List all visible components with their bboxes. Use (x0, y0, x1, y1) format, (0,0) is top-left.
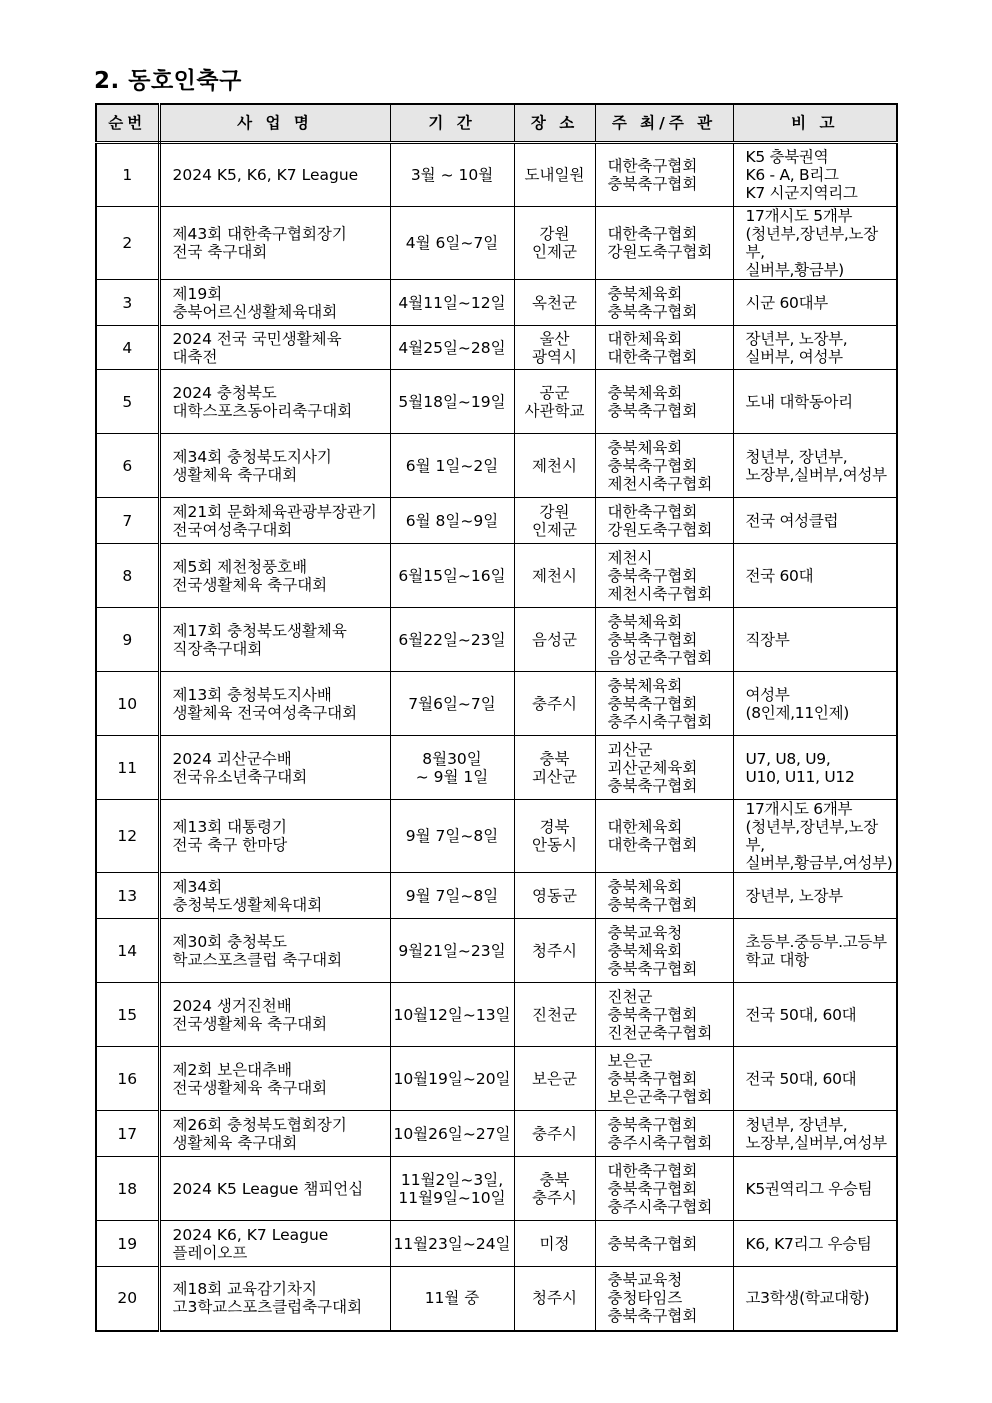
row-number: 15 (117, 1005, 138, 1024)
table-row (96, 672, 897, 736)
table-row (96, 1111, 897, 1157)
event-place-cell (514, 983, 595, 1047)
row-number: 14 (117, 941, 138, 960)
event-place: 영동군 (532, 886, 577, 905)
row-number-cell (96, 1157, 159, 1221)
event-host: 충북체육회 충북축구협회 음성군축구협회 (607, 612, 713, 667)
event-host-cell (595, 370, 733, 434)
event-period-cell (390, 1047, 514, 1111)
event-note-cell (733, 280, 897, 326)
event-note: 장년부, 노장부 (745, 886, 843, 905)
event-host: 충북체육회 충북축구협회 (607, 383, 698, 420)
event-name: 제21회 문화체육관광부장관기 전국여성축구대회 (172, 502, 377, 539)
event-place-cell (514, 280, 595, 326)
row-number-cell (96, 434, 159, 498)
event-note-cell (733, 1221, 897, 1267)
event-period: 10월26일~27일 (393, 1124, 511, 1143)
event-note-cell (733, 873, 897, 919)
event-place: 울산 광역시 (532, 329, 577, 366)
event-period-cell (390, 983, 514, 1047)
event-host: 충북축구협회 (607, 1234, 698, 1253)
header-name: 사 업 명 (159, 104, 390, 143)
row-number-cell (96, 983, 159, 1047)
event-name-cell (159, 207, 390, 280)
event-note: 여성부 (8인제,11인제) (745, 685, 849, 722)
header-place: 장 소 (514, 104, 595, 143)
event-note: 17개시도 6개부 (청년부,장년부,노장부, 실버부,황금부,여성부) (745, 800, 893, 872)
event-period-cell (390, 544, 514, 608)
row-number: 11 (117, 758, 138, 777)
event-name-cell (159, 544, 390, 608)
event-host: 보은군 충북축구협회 보은군축구협회 (607, 1051, 713, 1106)
event-name-cell (159, 800, 390, 873)
event-note: 초등부.중등부.고등부 학교 대항 (745, 932, 887, 969)
event-place-cell (514, 608, 595, 672)
event-host-cell (595, 983, 733, 1047)
event-period-cell (390, 326, 514, 370)
event-note: 전국 여성클럽 (745, 511, 839, 530)
row-number: 2 (122, 234, 133, 252)
row-number: 16 (117, 1069, 138, 1088)
event-period: 9월21일~23일 (398, 941, 506, 960)
event-name: 2024 전국 국민생활체육 대축전 (172, 329, 342, 366)
event-period-cell (390, 1157, 514, 1221)
table-row (96, 207, 897, 280)
event-period-cell (390, 1267, 514, 1331)
row-number-cell (96, 143, 159, 207)
event-name-cell (159, 983, 390, 1047)
event-place-cell (514, 326, 595, 370)
event-place-cell (514, 736, 595, 800)
event-name: 2024 괴산군수배 전국유소년축구대회 (172, 749, 308, 786)
event-host-cell (595, 498, 733, 544)
event-host-cell (595, 326, 733, 370)
event-name-cell (159, 1111, 390, 1157)
table-row (96, 873, 897, 919)
event-period-cell (390, 370, 514, 434)
event-period-cell (390, 672, 514, 736)
event-note: K6, K7리그 우승팀 (745, 1234, 872, 1253)
event-place-cell (514, 1221, 595, 1267)
event-name: 2024 충청북도 대학스포츠동아리축구대회 (172, 383, 353, 420)
table-row (96, 983, 897, 1047)
table-row (96, 498, 897, 544)
event-period: 5월18일~19일 (398, 392, 506, 411)
event-note: 전국 50대, 60대 (745, 1005, 857, 1024)
event-place: 강원 인제군 (532, 502, 577, 539)
row-number-cell (96, 672, 159, 736)
event-place-cell (514, 1157, 595, 1221)
event-name-cell (159, 1157, 390, 1221)
event-name-cell (159, 736, 390, 800)
event-host: 충북체육회 충북축구협회 (607, 284, 698, 321)
event-host-cell (595, 434, 733, 498)
event-place: 제천시 (532, 566, 577, 585)
event-host: 충북체육회 충북축구협회 (607, 877, 698, 914)
event-host-cell (595, 736, 733, 800)
event-place: 강원 인제군 (532, 225, 577, 261)
event-place-cell (514, 919, 595, 983)
event-place: 충주시 (532, 694, 577, 713)
table-row (96, 919, 897, 983)
event-name: 제19회 충북어르신생활체육대회 (172, 284, 338, 321)
event-note: U7, U8, U9, U10, U11, U12 (745, 749, 855, 786)
row-number: 6 (122, 456, 133, 475)
event-note: 전국 50대, 60대 (745, 1069, 857, 1088)
section-title: 2. 동호인축구 (94, 68, 242, 94)
table-row (96, 143, 897, 207)
event-name: 제13회 충청북도지사배 생활체육 전국여성축구대회 (172, 685, 358, 722)
event-name-cell (159, 873, 390, 919)
event-period: 6월 8일~9일 (405, 511, 499, 530)
event-period-cell (390, 207, 514, 280)
event-place-cell (514, 873, 595, 919)
row-number: 10 (117, 694, 138, 713)
table-row (96, 326, 897, 370)
event-place: 청주시 (532, 941, 577, 960)
event-period: 11월 중 (424, 1289, 480, 1308)
event-note: K5 충북권역 K6 - A, B리그 K7 시군지역리그 (745, 148, 858, 202)
row-number: 9 (122, 630, 133, 649)
event-period: 9월 7일~8일 (405, 886, 499, 905)
event-period-cell (390, 873, 514, 919)
table-row (96, 1157, 897, 1221)
row-number: 1 (122, 166, 133, 184)
event-place: 보은군 (532, 1069, 577, 1088)
event-host-cell (595, 873, 733, 919)
event-note-cell (733, 1157, 897, 1221)
event-name-cell (159, 370, 390, 434)
event-place: 음성군 (532, 630, 577, 649)
event-place-cell (514, 498, 595, 544)
event-note-cell (733, 207, 897, 280)
table-row (96, 544, 897, 608)
event-place-cell (514, 370, 595, 434)
event-period-cell (390, 280, 514, 326)
event-period: 11월2일~3일, 11월9일~10일 (398, 1170, 506, 1207)
table-row (96, 800, 897, 873)
table-row (96, 736, 897, 800)
event-host-cell (595, 280, 733, 326)
row-number-cell (96, 544, 159, 608)
event-note: K5권역리그 우승팀 (745, 1179, 873, 1198)
event-place: 미정 (539, 1234, 570, 1253)
event-note: 17개시도 5개부 (청년부,장년부,노장부, 실버부,황금부) (745, 207, 878, 279)
event-name-cell (159, 1221, 390, 1267)
event-period-cell (390, 608, 514, 672)
table-row (96, 280, 897, 326)
row-number: 12 (117, 827, 138, 845)
event-period-cell (390, 498, 514, 544)
row-number-cell (96, 873, 159, 919)
row-number-cell (96, 1111, 159, 1157)
event-period-cell (390, 143, 514, 207)
event-host-cell (595, 1047, 733, 1111)
table-body (96, 143, 897, 1331)
event-host: 대한축구협회 충북축구협회 (607, 157, 698, 193)
event-period-cell (390, 919, 514, 983)
event-host-cell (595, 672, 733, 736)
event-period: 7월6일~7일 (408, 694, 496, 713)
event-note-cell (733, 544, 897, 608)
event-place-cell (514, 143, 595, 207)
event-name-cell (159, 326, 390, 370)
row-number-cell (96, 608, 159, 672)
event-host-cell (595, 207, 733, 280)
event-name-cell (159, 1047, 390, 1111)
row-number: 5 (122, 392, 133, 411)
event-note: 청년부, 장년부, 노장부,실버부,여성부 (745, 447, 887, 484)
event-note-cell (733, 1047, 897, 1111)
event-host: 대한체육회 대한축구협회 (607, 329, 698, 366)
row-number: 7 (122, 511, 133, 530)
event-name: 제43회 대한축구협회장기 전국 축구대회 (172, 225, 347, 261)
event-name-cell (159, 143, 390, 207)
event-note-cell (733, 434, 897, 498)
event-name: 제17회 충청북도생활체육 직장축구대회 (172, 621, 347, 658)
event-note-cell (733, 326, 897, 370)
event-host-cell (595, 608, 733, 672)
event-name: 제5회 제천청풍호배 전국생활체육 축구대회 (172, 557, 328, 594)
event-place: 제천시 (532, 456, 577, 475)
event-place: 충북 충주시 (532, 1170, 577, 1207)
event-place: 충주시 (532, 1124, 577, 1143)
event-host: 충북체육회 충북축구협회 제천시축구협회 (607, 438, 713, 493)
event-place-cell (514, 800, 595, 873)
event-note-cell (733, 983, 897, 1047)
event-name-cell (159, 919, 390, 983)
row-number: 13 (117, 886, 138, 905)
event-period: 10월12일~13일 (393, 1005, 511, 1024)
row-number-cell (96, 919, 159, 983)
event-host: 충북체육회 충북축구협회 충주시축구협회 (607, 676, 713, 731)
event-note-cell (733, 1267, 897, 1331)
row-number: 3 (122, 293, 133, 312)
event-period: 10월19일~20일 (393, 1069, 511, 1088)
header-note: 비 고 (733, 104, 897, 143)
event-period: 8월30일 ~ 9월 1일 (415, 749, 489, 786)
event-host: 괴산군 괴산군체육회 충북축구협회 (607, 740, 698, 795)
event-note: 도내 대학동아리 (745, 392, 853, 411)
event-name: 제34회 충청북도생활체육대회 (172, 877, 323, 914)
event-name-cell (159, 280, 390, 326)
event-name: 2024 생거진천배 전국생활체육 축구대회 (172, 996, 328, 1033)
event-note-cell (733, 672, 897, 736)
event-name: 2024 K5 League 챔피언십 (172, 1179, 364, 1198)
event-place: 옥천군 (532, 293, 577, 312)
event-place-cell (514, 1047, 595, 1111)
row-number-cell (96, 1221, 159, 1267)
header-host: 주 최/주 관 (595, 104, 733, 143)
event-note-cell (733, 608, 897, 672)
event-host: 충북교육청 충북체육회 충북축구협회 (607, 923, 698, 978)
event-place-cell (514, 544, 595, 608)
event-period: 6월15일~16일 (398, 566, 506, 585)
row-number: 20 (117, 1289, 138, 1308)
event-note-cell (733, 370, 897, 434)
event-place: 공군 사관학교 (524, 383, 585, 420)
row-number: 18 (117, 1179, 138, 1198)
event-name-cell (159, 672, 390, 736)
event-place: 도내일원 (524, 166, 585, 184)
event-period: 3월 ~ 10월 (410, 166, 494, 184)
table-row (96, 1047, 897, 1111)
event-note-cell (733, 143, 897, 207)
event-place-cell (514, 1267, 595, 1331)
row-number-cell (96, 370, 159, 434)
event-host-cell (595, 1221, 733, 1267)
event-host-cell (595, 800, 733, 873)
table-row (96, 1267, 897, 1331)
event-name: 제30회 충청북도 학교스포츠클럽 축구대회 (172, 932, 343, 969)
event-host: 충북축구협회 충주시축구협회 (607, 1115, 713, 1152)
event-host: 진천군 충북축구협회 진천군축구협회 (607, 987, 713, 1042)
table-row (96, 1221, 897, 1267)
event-name-cell (159, 498, 390, 544)
event-note-cell (733, 919, 897, 983)
event-host-cell (595, 544, 733, 608)
event-note-cell (733, 800, 897, 873)
row-number-cell (96, 498, 159, 544)
row-number: 17 (117, 1124, 138, 1143)
event-note: 장년부, 노장부, 실버부, 여성부 (745, 329, 848, 366)
row-number-cell (96, 1267, 159, 1331)
event-period: 6월 1일~2일 (405, 456, 499, 475)
event-period-cell (390, 1221, 514, 1267)
event-name: 제2회 보은대추배 전국생활체육 축구대회 (172, 1060, 328, 1097)
row-number: 8 (122, 566, 133, 585)
event-place-cell (514, 1111, 595, 1157)
event-place: 청주시 (532, 1289, 577, 1308)
event-note-cell (733, 498, 897, 544)
event-place: 경북 안동시 (532, 818, 577, 854)
event-note: 고3학생(학교대항) (745, 1289, 870, 1308)
table-row (96, 608, 897, 672)
event-place-cell (514, 207, 595, 280)
event-period-cell (390, 434, 514, 498)
event-name: 제13회 대통령기 전국 축구 한마당 (172, 818, 288, 854)
event-host-cell (595, 143, 733, 207)
event-name: 제26회 충청북도협회장기 생활체육 축구대회 (172, 1115, 347, 1152)
table-row (96, 434, 897, 498)
event-schedule-table (95, 103, 898, 1332)
event-name-cell (159, 1267, 390, 1331)
header-no: 순번 (96, 104, 159, 143)
event-host: 대한축구협회 충북축구협회 충주시축구협회 (607, 1161, 713, 1216)
event-name: 제34회 충청북도지사기 생활체육 축구대회 (172, 447, 332, 484)
row-number-cell (96, 207, 159, 280)
event-period-cell (390, 736, 514, 800)
event-period: 6월22일~23일 (398, 630, 506, 649)
table-row (96, 370, 897, 434)
event-place-cell (514, 434, 595, 498)
event-host-cell (595, 919, 733, 983)
event-place: 진천군 (532, 1005, 577, 1024)
event-name-cell (159, 608, 390, 672)
event-host-cell (595, 1267, 733, 1331)
row-number-cell (96, 280, 159, 326)
event-note-cell (733, 736, 897, 800)
event-host: 대한축구협회 강원도축구협회 (607, 502, 713, 539)
event-period-cell (390, 1111, 514, 1157)
row-number: 19 (117, 1234, 138, 1253)
event-note: 청년부, 장년부, 노장부,실버부,여성부 (745, 1115, 887, 1152)
event-period: 4월11일~12일 (398, 293, 506, 312)
event-host: 충북교육청 충청타임즈 충북축구협회 (607, 1271, 698, 1326)
event-name: 2024 K6, K7 League 플레이오프 (172, 1225, 329, 1262)
event-period: 11월23일~24일 (393, 1234, 511, 1253)
header-row (96, 104, 897, 143)
row-number-cell (96, 800, 159, 873)
event-period: 9월 7일~8일 (405, 827, 499, 845)
row-number-cell (96, 1047, 159, 1111)
event-note-cell (733, 1111, 897, 1157)
event-note: 직장부 (745, 630, 790, 649)
event-note: 전국 60대 (745, 566, 814, 585)
row-number-cell (96, 326, 159, 370)
event-period-cell (390, 800, 514, 873)
event-host: 제천시 충북축구협회 제천시축구협회 (607, 548, 713, 603)
event-period: 4월 6일~7일 (405, 234, 499, 252)
row-number: 4 (122, 338, 133, 357)
event-place: 충북 괴산군 (532, 749, 577, 786)
event-host: 대한축구협회 강원도축구협회 (607, 225, 713, 261)
row-number-cell (96, 736, 159, 800)
event-host-cell (595, 1157, 733, 1221)
event-note: 시군 60대부 (745, 293, 828, 312)
event-host: 대한체육회 대한축구협회 (607, 818, 698, 854)
event-name: 2024 K5, K6, K7 League (172, 166, 359, 184)
header-period: 기 간 (390, 104, 514, 143)
event-place-cell (514, 672, 595, 736)
event-period: 4월25일~28일 (398, 338, 506, 357)
event-name-cell (159, 434, 390, 498)
event-name: 제18회 교육감기차지 고3학교스포츠클럽축구대회 (172, 1280, 363, 1317)
event-host-cell (595, 1111, 733, 1157)
